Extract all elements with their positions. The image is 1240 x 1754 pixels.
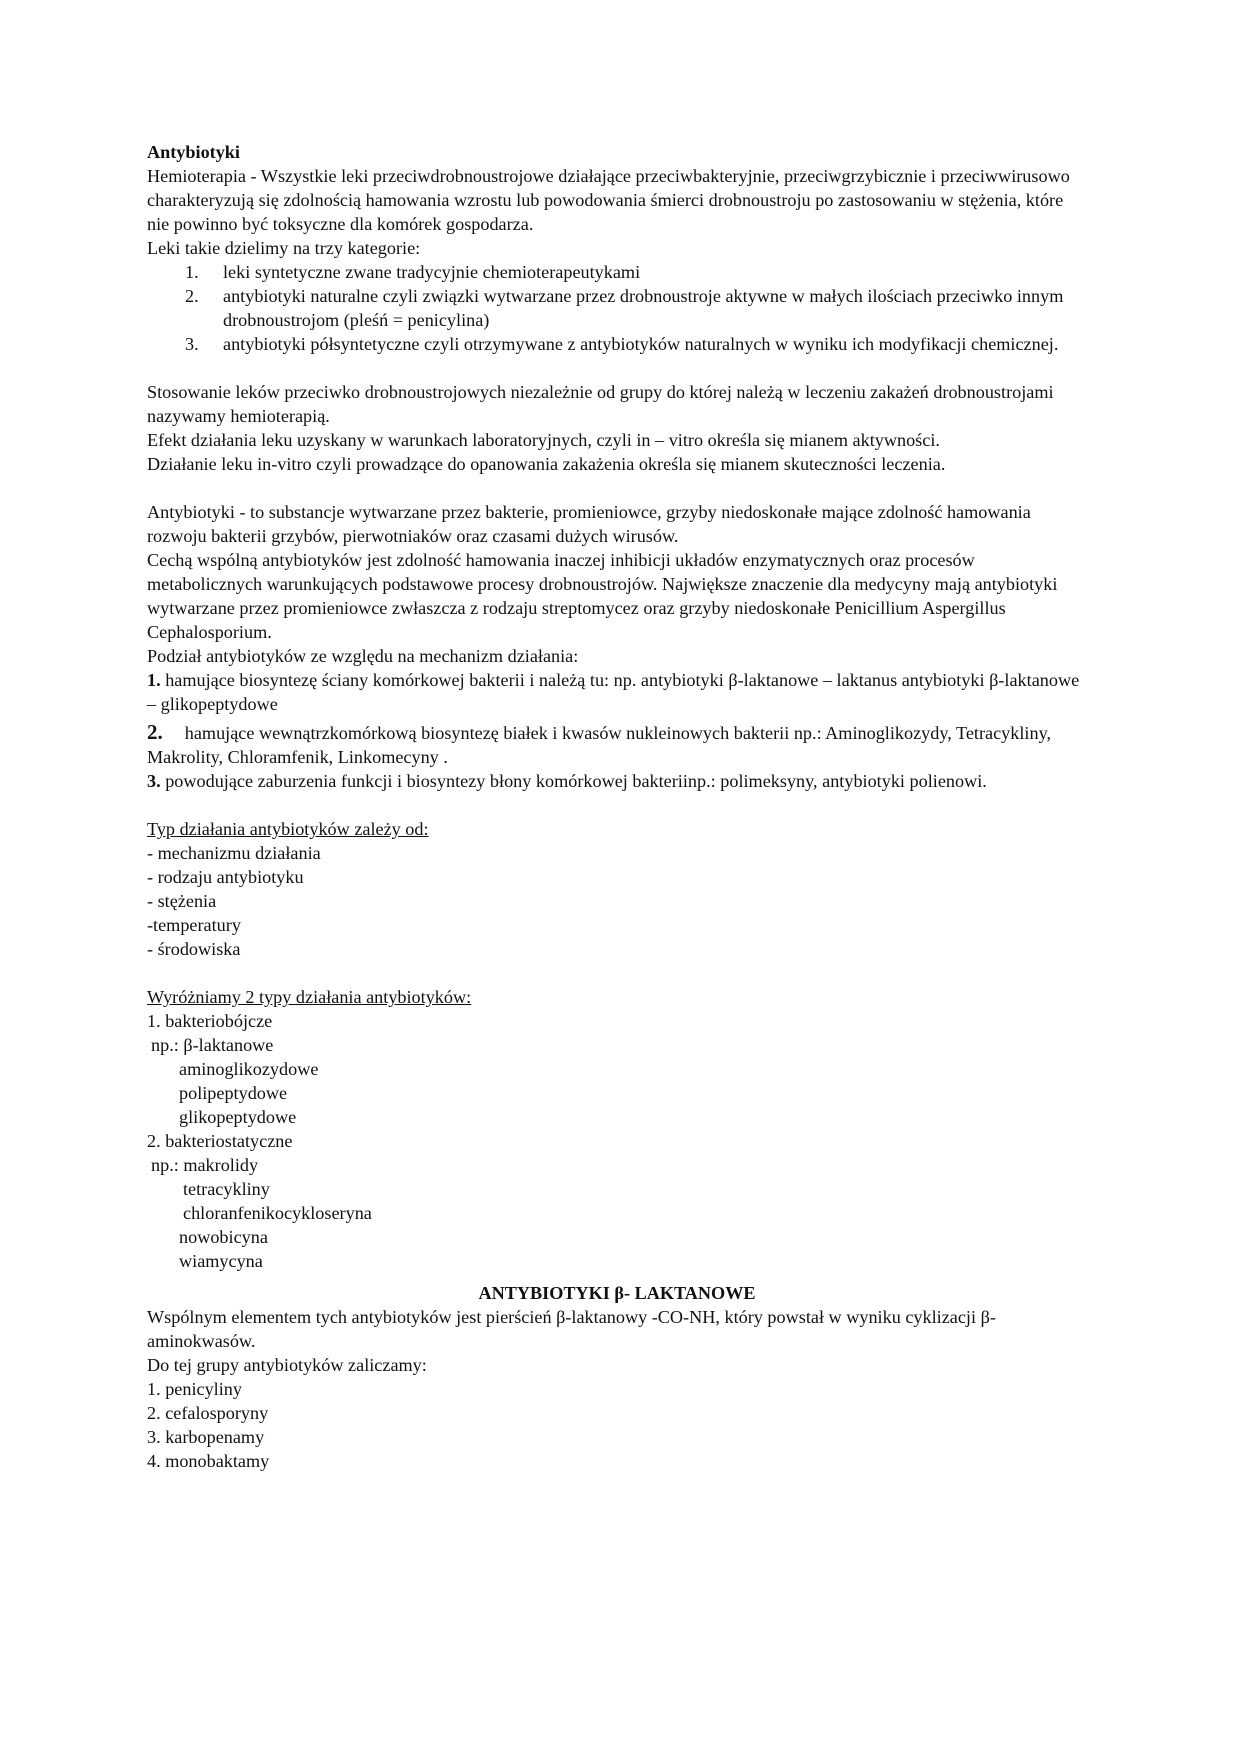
mechanism-item-2: 2. hamujące wewnątrzkomórkową biosyntezę białek i kwasów nukleinowych bakterii np.: Aminoglikozydy, Tetracykliny, Makrolity, Chloramfenik, Linkomecyny . [147,720,1052,767]
list-item: - rodzaju antybiotyku [147,867,304,887]
list-item: tetracykliny [183,1179,270,1199]
list-item: 4. monobaktamy [147,1451,270,1471]
list-item: - środowiska [147,939,241,959]
list-item: - stężenia [147,891,217,911]
paragraph: Efekt działania leku uzyskany w warunkach laboratoryjnych, czyli in – vitro określa się mianem aktywności. [147,430,940,450]
list-item: 3. antybiotyki półsyntetyczne czyli otrzymywane z antybiotyków naturalnych w wyniku ich modyfikacji chemicznej. [185,334,1059,354]
paragraph: Antybiotyki - to substancje wytwarzane przez bakterie, promieniowce, grzyby niedoskonałe mające zdolność hamowania rozwoju bakterii grzybów, pierwotniaków oraz czasami dużych wirusów. [147,502,1031,546]
paragraph: Podział antybiotyków ze względu na mechanizm działania: [147,646,579,666]
list-item: - mechanizmu działania [147,843,321,863]
list-item: -temperatury [147,915,241,935]
paragraph: Do tej grupy antybiotyków zaliczamy: [147,1355,427,1375]
mechanism-item-1: 1. hamujące biosyntezę ściany komórkowej bakterii i należą tu: np. antybiotyki β-laktanowe – laktanus antybiotyki β-laktanowe – glikopeptydowe [147,670,1080,714]
document-page [147,140,1087,1473]
list-item: 1. penicyliny [147,1379,242,1399]
intro-paragraph: Hemioterapia - Wszystkie leki przeciwdrobnoustrojowe działające przeciwbakteryjnie, przeciwgrzybicznie i przeciwwirusowo charakteryzują się zdolnością hamowania wzrostu lub powodowania śmierci drobnoustroju po zastosowaniu w stężenia, które nie powinno być toksyczne dla komórek gospodarza. [147,166,1070,234]
categories-lead: Leki takie dzielimy na trzy kategorie: [147,238,421,258]
categories-list [147,260,1087,356]
paragraph: Działanie leku in-vitro czyli prowadzące do opanowania zakażenia określa się mianem skuteczności leczenia. [147,454,946,474]
list-item: glikopeptydowe [179,1107,297,1127]
list-item: 2. antybiotyki naturalne czyli związki wytwarzane przez drobnoustroje aktywne w małych ilościach przeciwko innym drobnoustrojom (pleśń = penicylina) [185,286,1064,330]
list-item: 3. karbopenamy [147,1427,265,1447]
section-heading: Wyróżniamy 2 typy działania antybiotyków: [147,987,472,1007]
paragraph: Stosowanie leków przeciwko drobnoustrojowych niezależnie od grupy do której należą w leczeniu zakażeń drobnoustrojami nazywamy hemioterapią. [147,382,1054,426]
list-item: wiamycyna [179,1251,263,1271]
list-item: 1. leki syntetyczne zwane tradycyjnie chemioterapeutykami [185,262,641,282]
list-item: 2. bakteriostatyczne [147,1131,293,1151]
list-item: 2. cefalosporyny [147,1403,269,1423]
list-item: np.: makrolidy [151,1155,259,1175]
paragraph: Cechą wspólną antybiotyków jest zdolność hamowania inaczej inhibicji układów enzymatycznych oraz procesów metabolicznych warunkujących podstawowe procesy drobnoustrojów. Największe znaczenie dla medycyny mają antybiotyki wytwarzane przez promieniowce zwłaszcza z rodzaju streptomycez oraz grzyby niedoskonałe Penicillium Aspergillus Cephalosporium. [147,550,1058,642]
list-item: chloranfenikocykloseryna [183,1203,372,1223]
section-heading: Typ działania antybiotyków zależy od: [147,819,429,839]
list-item: nowobicyna [179,1227,268,1247]
mechanism-item-3: 3. powodujące zaburzenia funkcji i biosyntezy błony komórkowej bakteriinp.: polimeksyny, antybiotyki polienowi. [147,771,987,791]
list-item: np.: β-laktanowe [151,1035,274,1055]
document-title: Antybiotyki [147,142,240,162]
list-item: aminoglikozydowe [179,1059,319,1079]
list-item: polipeptydowe [179,1083,288,1103]
paragraph: Wspólnym elementem tych antybiotyków jest pierścień β-laktanowy -CO-NH, który powstał w wyniku cyklizacji β-aminokwasów. [147,1307,996,1351]
section-heading-centered: ANTYBIOTYKI β- LAKTANOWE [478,1283,756,1303]
list-item: 1. bakteriobójcze [147,1011,273,1031]
